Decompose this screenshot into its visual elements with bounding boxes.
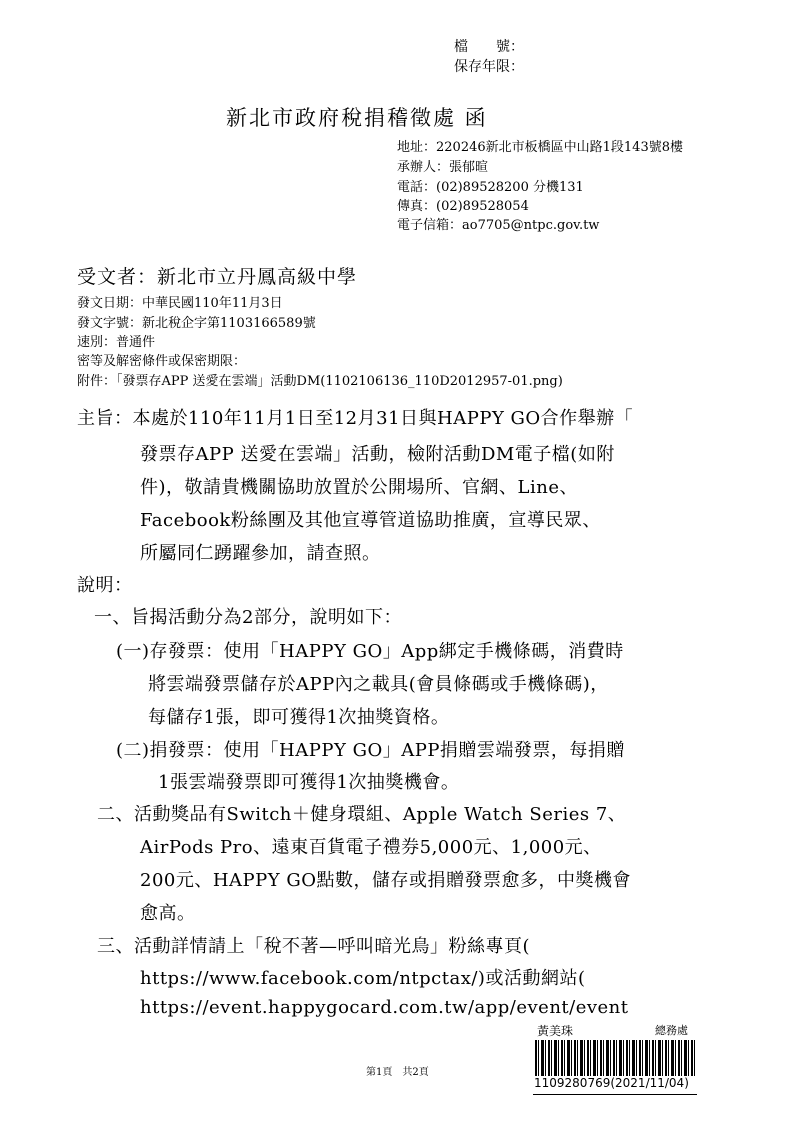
subject-line: Facebook粉絲團及其他宣導管道協助推廣，宣導民眾、 [140,510,601,531]
sender-phone: 電話：(02)89528200 分機131 [397,180,584,195]
sender-address: 地址：220246新北市板橋區中山路1段143號8樓 [397,140,683,155]
retention-period-label: 保存年限： [454,59,524,75]
document-number: 發文字號：新北稅企字第1103166589號 [77,316,316,331]
explanation-line: 愈高。 [140,903,196,924]
stamp-name: 黃美珠 [537,1024,574,1038]
subject-line: 發票存APP 送愛在雲端」活動，檢附活動DM電子檔(如附 [140,444,615,465]
subject-line: 主旨：本處於110年11月1日至12月31日與HAPPY GO合作舉辦「 [77,408,634,429]
explanation-line: 1張雲端發票即可獲得1次抽獎機會。 [158,772,460,793]
stamp-department: 總務處 [655,1024,688,1037]
explanation-line: 一、旨揭活動分為2部分，說明如下： [94,607,402,628]
explanation-line: 每儲存1張，即可獲得1次抽獎資格。 [148,707,450,728]
sender-fax: 傳真：(02)89528054 [397,199,529,214]
explanation-line: (一)存發票：使用「HAPPY GO」App綁定手機條碼，消費時 [116,641,624,662]
explanation-label: 說明： [77,575,133,596]
secrecy-level: 密等及解密條件或保密期限： [77,354,247,369]
sender-email: 電子信箱：ao7705@ntpc.gov.tw [397,218,600,233]
subject-line: 所屬同仁踴躍參加，請查照。 [140,543,381,564]
recipient: 受文者：新北市立丹鳳高級中學 [77,266,358,288]
barcode [535,1040,695,1076]
attachment: 附件：「發票存APP 送愛在雲端」活動DM(1102106136_110D2012957-01.png) [77,374,563,389]
explanation-line: 二、活動獎品有Switch＋健身環組、Apple Watch Series 7、 [97,804,627,825]
explanation-line: https://event.happygocard.com.tw/app/event/event [140,997,629,1018]
subject-line: 件)，敬請貴機關協助放置於公開場所、官網、Line、 [140,477,578,498]
page-number: 第1頁 共2頁 [366,1067,429,1078]
explanation-line: https://www.facebook.com/ntpctax/)或活動網站( [140,968,586,989]
sender-contact: 承辦人：張郁暄 [397,160,489,175]
barcode-number: 1109280769(2021/11/04) [534,1076,689,1090]
explanation-line: 200元、HAPPY GO點數，儲存或捐贈發票愈多，中獎機會 [140,870,632,891]
issue-date: 發文日期：中華民國110年11月3日 [77,296,283,311]
delivery-speed: 速別：普通件 [77,335,156,350]
explanation-line: 三、活動詳情請上「稅不著—呼叫暗光鳥」粉絲專頁( [97,936,531,957]
document-title: 新北市政府稅捐稽徵處 函 [226,106,488,130]
file-number-label: 檔 號： [454,39,524,55]
explanation-line: AirPods Pro、遠東百貨電子禮券5,000元、1,000元、 [140,837,602,858]
explanation-line: 將雲端發票儲存於APP內之載具(會員條碼或手機條碼)， [148,674,609,695]
explanation-line: (二)捐發票：使用「HAPPY GO」APP捐贈雲端發票，每捐贈 [116,740,625,761]
